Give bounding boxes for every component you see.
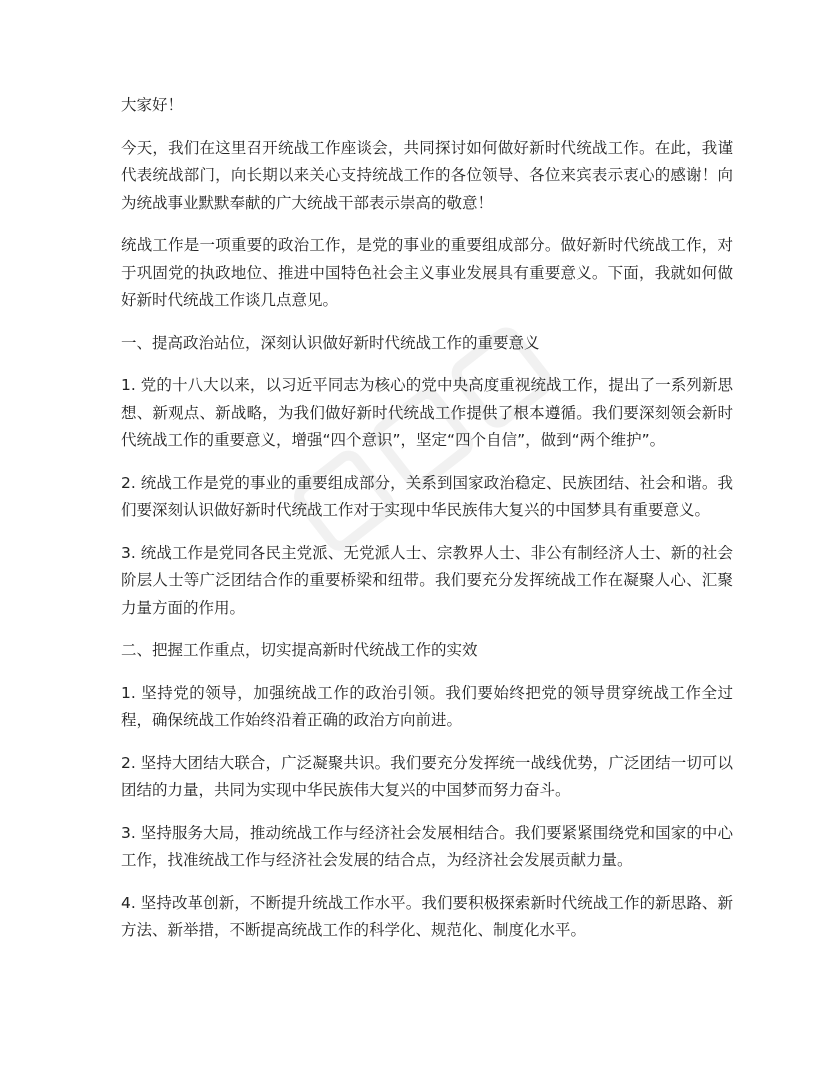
paragraph-opening: 今天，我们在这里召开统战工作座谈会，共同探讨如何做好新时代统战工作。在此，我谨代表统战部门，向长期以来关心支持统战工作的各位领导、各位来宾表示衷心的感谢！向为统战事业默默奉献的广大统战干部表示崇高的敬意！	[121, 138, 733, 212]
section-heading-1: 一、提高政治站位，深刻认识做好新时代统战工作的重要意义	[121, 333, 540, 352]
section-heading-2: 二、把握工作重点，切实提高新时代统战工作的实效	[121, 641, 478, 659]
section-1-item-3: 3. 统战工作是党同各民主党派、无党派人士、宗教界人士、非公有制经济人士、新的社会阶层人士等广泛团结合作的重要桥梁和纽带。我们要充分发挥统战工作在凝聚人心、汇聚力量方面的作用。	[121, 543, 733, 617]
document-body	[121, 92, 733, 960]
section-2-item-4: 4. 坚持改革创新，不断提升统战工作水平。我们要积极探索新时代统战工作的新思路、新方法、新举措，不断提高统战工作的科学化、规范化、制度化水平。	[121, 893, 733, 939]
section-1-item-2: 2. 统战工作是党的事业的重要组成部分，关系到国家政治稳定、民族团结、社会和谐。我们要深刻认识做好新时代统战工作对于实现中华民族伟大复兴的中国梦具有重要意义。	[121, 473, 733, 519]
section-1-item-1: 1. 党的十八大以来，以习近平同志为核心的党中央高度重视统战工作，提出了一系列新思想、新观点、新战略，为我们做好新时代统战工作提供了根本遵循。我们要深刻领会新时代统战工作的重要意义，增强“四个意识”，坚定“四个自信”，做到“两个维护”。	[121, 376, 733, 449]
section-2-item-2: 2. 坚持大团结大联合，广泛凝聚共识。我们要充分发挥统一战线优势，广泛团结一切可以团结的力量，共同为实现中华民族伟大复兴的中国梦而努力奋斗。	[121, 753, 733, 799]
section-2-item-1: 1. 坚持党的领导，加强统战工作的政治引领。我们要始终把党的领导贯穿统战工作全过程，确保统战工作始终沿着正确的政治方向前进。	[121, 683, 733, 729]
paragraph-intro: 统战工作是一项重要的政治工作，是党的事业的重要组成部分。做好新时代统战工作，对于巩固党的执政地位、推进中国特色社会主义事业发展具有重要意义。下面，我就如何做好新时代统战工作谈几点意见。	[121, 236, 733, 309]
section-2-item-3: 3. 坚持服务大局，推动统战工作与经济社会发展相结合。我们要紧紧围绕党和国家的中心工作，找准统战工作与经济社会发展的结合点，为经济社会发展贡献力量。	[121, 823, 733, 869]
greeting: 大家好！	[121, 96, 184, 114]
